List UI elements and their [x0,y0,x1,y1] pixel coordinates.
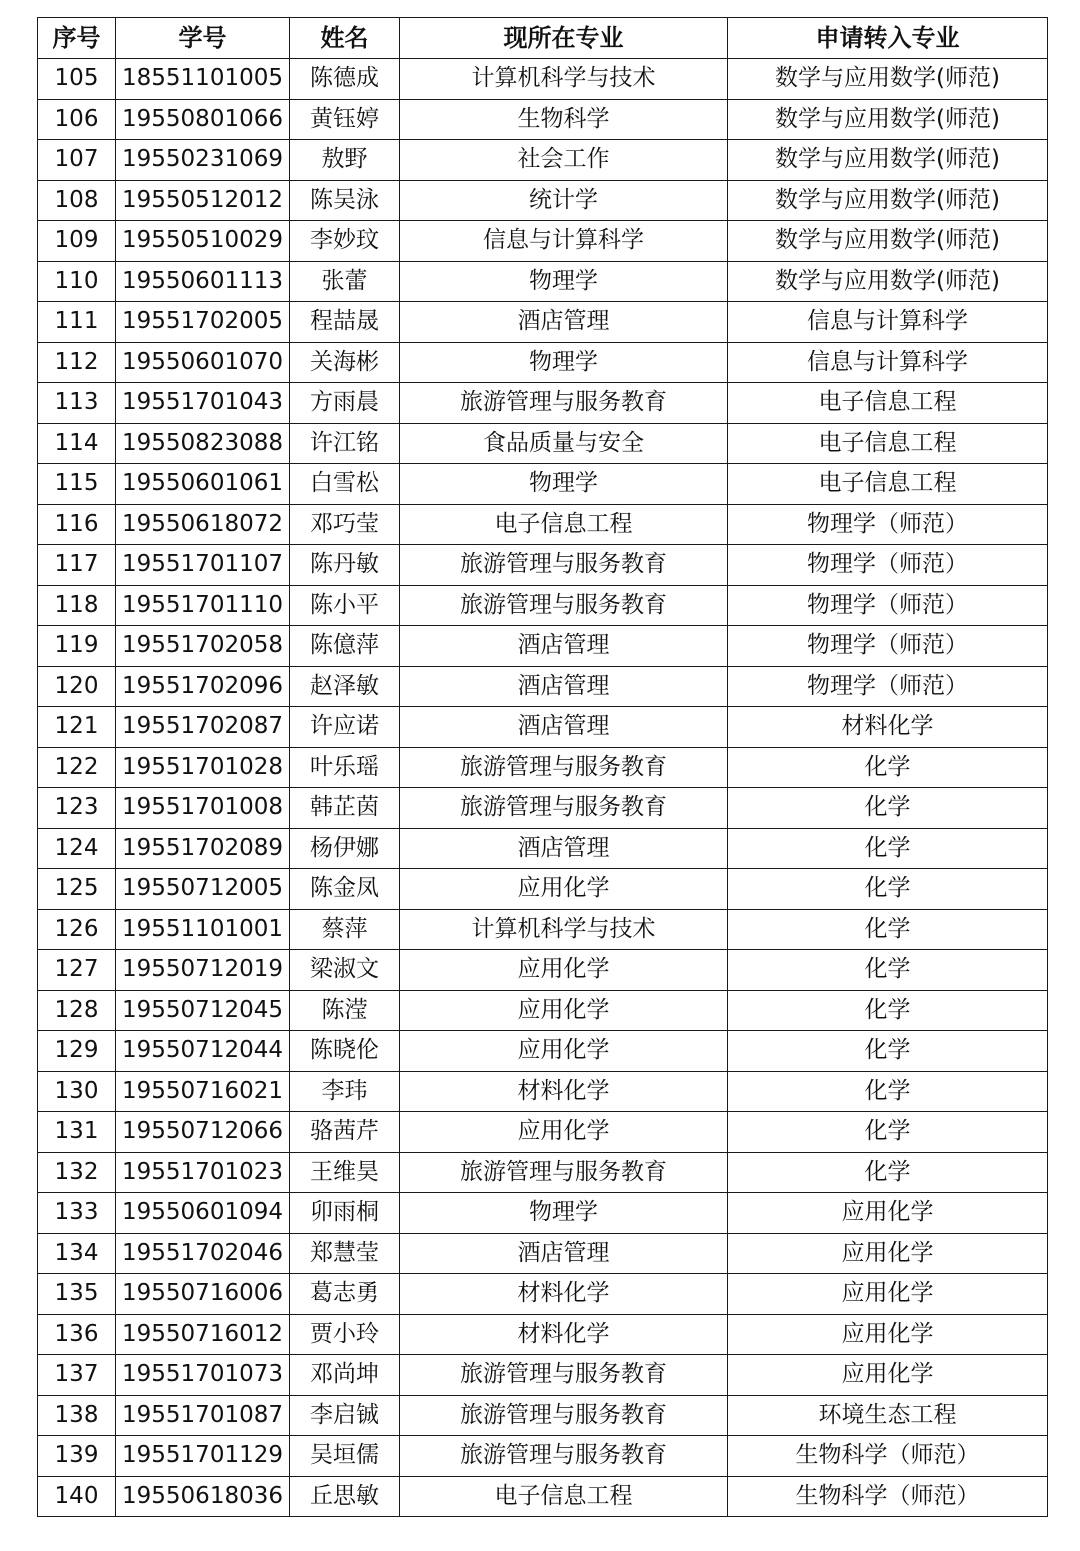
cell-name: 李启铖 [290,1395,400,1436]
table-row [38,1355,1048,1396]
cell-current-major: 社会工作 [400,140,728,181]
cell-current-major: 电子信息工程 [400,1476,728,1517]
cell-no: 126 [38,909,116,950]
cell-student-id: 19550712066 [116,1112,290,1153]
cell-target-major: 化学 [728,828,1048,869]
cell-student-id: 19551701110 [116,585,290,626]
cell-current-major: 物理学 [400,1193,728,1234]
cell-current-major: 应用化学 [400,1112,728,1153]
cell-target-major: 化学 [728,1071,1048,1112]
cell-student-id: 19550601061 [116,464,290,505]
table-row [38,221,1048,262]
cell-current-major: 信息与计算科学 [400,221,728,262]
cell-current-major: 物理学 [400,342,728,383]
cell-no: 132 [38,1152,116,1193]
cell-target-major: 数学与应用数学(师范) [728,140,1048,181]
cell-name: 蔡萍 [290,909,400,950]
cell-current-major: 旅游管理与服务教育 [400,1355,728,1396]
cell-current-major: 材料化学 [400,1274,728,1315]
cell-student-id: 19550618072 [116,504,290,545]
table-row [38,1274,1048,1315]
cell-no: 135 [38,1274,116,1315]
cell-student-id: 19550716012 [116,1314,290,1355]
cell-student-id: 19550618036 [116,1476,290,1517]
cell-student-id: 19550712045 [116,990,290,1031]
cell-current-major: 应用化学 [400,950,728,991]
cell-student-id: 19550231069 [116,140,290,181]
cell-current-major: 应用化学 [400,990,728,1031]
cell-no: 106 [38,99,116,140]
cell-name: 许应诺 [290,707,400,748]
cell-no: 114 [38,423,116,464]
cell-no: 140 [38,1476,116,1517]
table-row [38,1193,1048,1234]
table-row [38,383,1048,424]
cell-current-major: 酒店管理 [400,828,728,869]
cell-target-major: 化学 [728,1112,1048,1153]
cell-no: 138 [38,1395,116,1436]
table-row [38,788,1048,829]
table-row [38,180,1048,221]
cell-name: 贾小玲 [290,1314,400,1355]
cell-no: 120 [38,666,116,707]
table-row [38,140,1048,181]
cell-target-major: 应用化学 [728,1274,1048,1315]
cell-student-id: 19550823088 [116,423,290,464]
cell-student-id: 19550601070 [116,342,290,383]
cell-name: 许江铭 [290,423,400,464]
cell-current-major: 物理学 [400,261,728,302]
cell-no: 116 [38,504,116,545]
cell-current-major: 电子信息工程 [400,504,728,545]
cell-student-id: 19551702046 [116,1233,290,1274]
cell-target-major: 物理学（师范） [728,585,1048,626]
cell-name: 韩芷茵 [290,788,400,829]
cell-current-major: 计算机科学与技术 [400,909,728,950]
header-no: 序号 [38,18,116,59]
cell-target-major: 应用化学 [728,1314,1048,1355]
cell-student-id: 19551701073 [116,1355,290,1396]
cell-student-id: 19551702096 [116,666,290,707]
table-row [38,707,1048,748]
cell-current-major: 酒店管理 [400,1233,728,1274]
cell-name: 李玮 [290,1071,400,1112]
cell-name: 黄钰婷 [290,99,400,140]
cell-target-major: 数学与应用数学(师范) [728,221,1048,262]
cell-no: 110 [38,261,116,302]
cell-name: 叶乐瑶 [290,747,400,788]
cell-current-major: 旅游管理与服务教育 [400,383,728,424]
cell-target-major: 数学与应用数学(师范) [728,261,1048,302]
table-row [38,423,1048,464]
cell-no: 125 [38,869,116,910]
cell-student-id: 19550712019 [116,950,290,991]
cell-student-id: 19551702087 [116,707,290,748]
cell-target-major: 材料化学 [728,707,1048,748]
cell-name: 程喆晟 [290,302,400,343]
cell-current-major: 旅游管理与服务教育 [400,585,728,626]
cell-no: 105 [38,59,116,100]
cell-name: 郑慧莹 [290,1233,400,1274]
cell-current-major: 旅游管理与服务教育 [400,545,728,586]
cell-no: 136 [38,1314,116,1355]
cell-target-major: 化学 [728,990,1048,1031]
cell-current-major: 旅游管理与服务教育 [400,788,728,829]
cell-target-major: 电子信息工程 [728,464,1048,505]
cell-name: 卯雨桐 [290,1193,400,1234]
cell-current-major: 计算机科学与技术 [400,59,728,100]
table-row [38,869,1048,910]
cell-current-major: 食品质量与安全 [400,423,728,464]
cell-student-id: 19550510029 [116,221,290,262]
cell-name: 陈晓伦 [290,1031,400,1072]
cell-target-major: 物理学（师范） [728,545,1048,586]
cell-current-major: 物理学 [400,464,728,505]
cell-target-major: 化学 [728,869,1048,910]
cell-no: 122 [38,747,116,788]
cell-name: 陈德成 [290,59,400,100]
cell-no: 112 [38,342,116,383]
cell-name: 丘思敏 [290,1476,400,1517]
cell-target-major: 物理学（师范） [728,504,1048,545]
table-row [38,99,1048,140]
cell-student-id: 19551701008 [116,788,290,829]
cell-name: 邓巧莹 [290,504,400,545]
cell-current-major: 旅游管理与服务教育 [400,1395,728,1436]
cell-student-id: 19551701107 [116,545,290,586]
table-row [38,747,1048,788]
cell-student-id: 19551702089 [116,828,290,869]
table-row [38,342,1048,383]
cell-no: 127 [38,950,116,991]
cell-target-major: 信息与计算科学 [728,342,1048,383]
cell-target-major: 环境生态工程 [728,1395,1048,1436]
cell-target-major: 数学与应用数学(师范) [728,180,1048,221]
cell-target-major: 应用化学 [728,1355,1048,1396]
cell-student-id: 19551701028 [116,747,290,788]
cell-current-major: 酒店管理 [400,626,728,667]
cell-current-major: 应用化学 [400,869,728,910]
table-row [38,990,1048,1031]
table-row [38,545,1048,586]
cell-current-major: 旅游管理与服务教育 [400,1436,728,1477]
cell-target-major: 化学 [728,747,1048,788]
cell-target-major: 化学 [728,950,1048,991]
table-row [38,1476,1048,1517]
header-target-major: 申请转入专业 [728,18,1048,59]
cell-current-major: 旅游管理与服务教育 [400,1152,728,1193]
cell-no: 137 [38,1355,116,1396]
cell-target-major: 电子信息工程 [728,423,1048,464]
cell-name: 葛志勇 [290,1274,400,1315]
cell-current-major: 统计学 [400,180,728,221]
table-row [38,1112,1048,1153]
cell-name: 赵泽敏 [290,666,400,707]
table-row [38,1031,1048,1072]
cell-target-major: 应用化学 [728,1233,1048,1274]
cell-target-major: 化学 [728,788,1048,829]
table-row [38,261,1048,302]
cell-name: 杨伊娜 [290,828,400,869]
cell-no: 134 [38,1233,116,1274]
cell-target-major: 信息与计算科学 [728,302,1048,343]
cell-student-id: 19550601113 [116,261,290,302]
cell-student-id: 19551701043 [116,383,290,424]
cell-student-id: 19551702005 [116,302,290,343]
cell-no: 130 [38,1071,116,1112]
cell-name: 陈丹敏 [290,545,400,586]
cell-name: 骆茜芹 [290,1112,400,1153]
cell-name: 邓尚坤 [290,1355,400,1396]
header-name: 姓名 [290,18,400,59]
cell-name: 梁淑文 [290,950,400,991]
cell-student-id: 19550716021 [116,1071,290,1112]
cell-student-id: 18551101005 [116,59,290,100]
table-row [38,464,1048,505]
cell-name: 张蕾 [290,261,400,302]
cell-target-major: 物理学（师范） [728,666,1048,707]
table-row [38,1436,1048,1477]
cell-no: 129 [38,1031,116,1072]
cell-name: 关海彬 [290,342,400,383]
cell-target-major: 化学 [728,909,1048,950]
cell-no: 109 [38,221,116,262]
cell-no: 139 [38,1436,116,1477]
cell-target-major: 生物科学（师范） [728,1476,1048,1517]
header-row [38,18,1048,59]
cell-target-major: 数学与应用数学(师范) [728,99,1048,140]
cell-no: 123 [38,788,116,829]
table-row [38,59,1048,100]
cell-name: 王维昊 [290,1152,400,1193]
cell-no: 108 [38,180,116,221]
transfer-major-table [37,17,1048,1517]
cell-target-major: 化学 [728,1152,1048,1193]
cell-current-major: 应用化学 [400,1031,728,1072]
cell-target-major: 物理学（师范） [728,626,1048,667]
cell-target-major: 生物科学（师范） [728,1436,1048,1477]
cell-no: 113 [38,383,116,424]
cell-current-major: 材料化学 [400,1071,728,1112]
cell-student-id: 19550712044 [116,1031,290,1072]
table-row [38,828,1048,869]
table-row [38,666,1048,707]
cell-target-major: 化学 [728,1031,1048,1072]
cell-no: 118 [38,585,116,626]
cell-student-id: 19551701023 [116,1152,290,1193]
cell-name: 陈金凤 [290,869,400,910]
cell-no: 119 [38,626,116,667]
cell-no: 117 [38,545,116,586]
cell-no: 124 [38,828,116,869]
table-row [38,1071,1048,1112]
cell-current-major: 材料化学 [400,1314,728,1355]
cell-no: 121 [38,707,116,748]
cell-no: 133 [38,1193,116,1234]
cell-name: 陈小平 [290,585,400,626]
cell-name: 陈吴泳 [290,180,400,221]
header-student-id: 学号 [116,18,290,59]
cell-current-major: 酒店管理 [400,302,728,343]
cell-name: 陈滢 [290,990,400,1031]
cell-student-id: 19550512012 [116,180,290,221]
cell-student-id: 19551701129 [116,1436,290,1477]
table-row [38,504,1048,545]
cell-name: 方雨晨 [290,383,400,424]
cell-target-major: 电子信息工程 [728,383,1048,424]
cell-student-id: 19550801066 [116,99,290,140]
cell-no: 111 [38,302,116,343]
table-row [38,1314,1048,1355]
cell-student-id: 19551702058 [116,626,290,667]
cell-name: 李妙玟 [290,221,400,262]
table-row [38,1152,1048,1193]
cell-name: 白雪松 [290,464,400,505]
cell-student-id: 19551101001 [116,909,290,950]
cell-current-major: 生物科学 [400,99,728,140]
table-row [38,950,1048,991]
cell-no: 115 [38,464,116,505]
cell-current-major: 旅游管理与服务教育 [400,747,728,788]
table-row [38,626,1048,667]
cell-name: 吴垣儒 [290,1436,400,1477]
table-row [38,909,1048,950]
cell-target-major: 应用化学 [728,1193,1048,1234]
transfer-major-table-sheet [37,17,1047,1517]
cell-student-id: 19550716006 [116,1274,290,1315]
cell-no: 107 [38,140,116,181]
cell-student-id: 19550601094 [116,1193,290,1234]
cell-no: 128 [38,990,116,1031]
cell-student-id: 19550712005 [116,869,290,910]
table-row [38,585,1048,626]
header-current-major: 现所在专业 [400,18,728,59]
table-body [38,59,1048,1517]
cell-student-id: 19551701087 [116,1395,290,1436]
cell-name: 陈億萍 [290,626,400,667]
table-header [38,18,1048,59]
cell-current-major: 酒店管理 [400,707,728,748]
cell-no: 131 [38,1112,116,1153]
table-row [38,1233,1048,1274]
cell-name: 敖野 [290,140,400,181]
table-row [38,302,1048,343]
cell-current-major: 酒店管理 [400,666,728,707]
cell-target-major: 数学与应用数学(师范) [728,59,1048,100]
table-row [38,1395,1048,1436]
